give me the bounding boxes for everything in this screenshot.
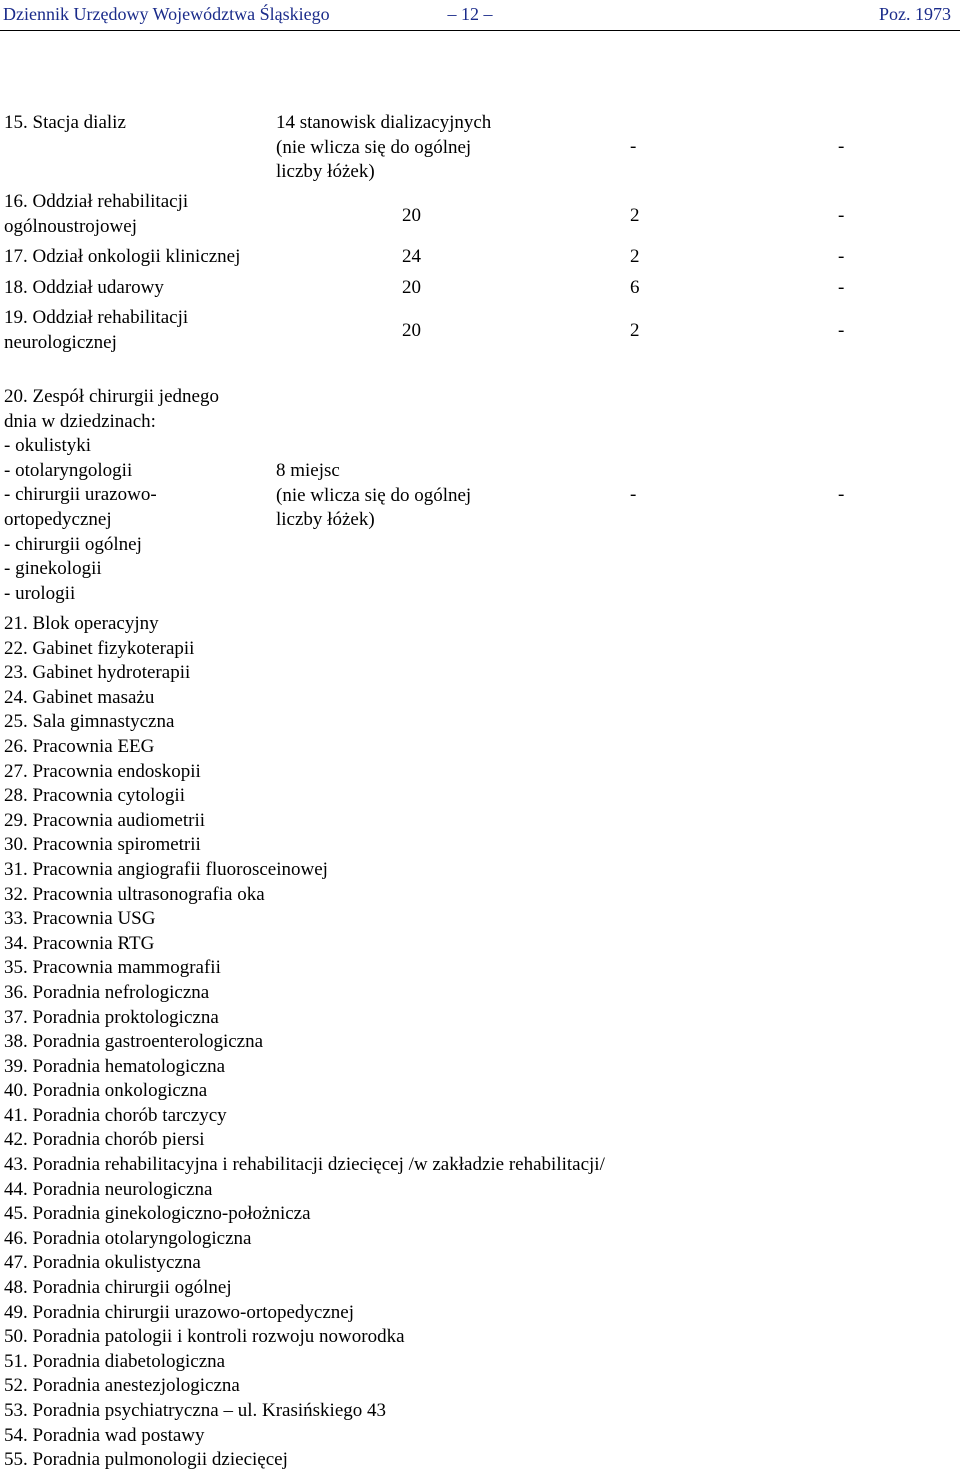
list-item: 32. Pracownia ultrasonografia oka	[4, 883, 265, 905]
row-name: 19. Oddział rehabilitacji neurologicznej	[4, 307, 189, 353]
list-item: 52. Poradnia anestezjologiczna	[4, 1375, 240, 1397]
list-item: 31. Pracownia angiografii fluorosceinowej	[4, 858, 328, 880]
list-item: 49. Poradnia chirurgii urazowo-ortopedycznej	[4, 1301, 354, 1323]
list-item: 34. Pracownia RTG	[4, 932, 155, 954]
list-item: 26. Pracownia EEG	[4, 735, 155, 757]
row-col3: 2	[630, 205, 640, 226]
list-item: 22. Gabinet fizykoterapii	[4, 637, 195, 659]
row-col3: 2	[630, 246, 640, 267]
list-item: 53. Poradnia psychiatryczna – ul. Krasińskiego 43	[4, 1400, 387, 1421]
list-item: 55. Poradnia pulmonologii dziecięcej	[4, 1449, 288, 1471]
list-item: 44. Poradnia neurologiczna	[4, 1178, 213, 1200]
list-item: 27. Pracownia endoskopii	[4, 760, 201, 782]
list-item: 25. Sala gimnastyczna	[4, 711, 175, 733]
list-item: 36. Poradnia nefrologiczna	[4, 981, 210, 1003]
row-name: 18. Oddział udarowy	[4, 277, 164, 298]
row-beds: 8 miejsc (nie wlicza się do ogólnej liczby łóżek)	[276, 460, 472, 531]
list-item: 30. Pracownia spirometrii	[4, 834, 201, 856]
row-col4: -	[838, 484, 845, 505]
page-header	[0, 0, 960, 31]
list-item: 28. Pracownia cytologii	[4, 785, 185, 807]
list-item: 45. Poradnia ginekologiczno-położnicza	[4, 1203, 311, 1225]
list-item: 41. Poradnia chorób tarczycy	[4, 1104, 227, 1126]
list-item: 33. Pracownia USG	[4, 908, 156, 930]
list-item: 54. Poradnia wad postawy	[4, 1424, 205, 1446]
list-item: 51. Poradnia diabetologiczna	[4, 1350, 226, 1372]
list-item: 23. Gabinet hydroterapii	[4, 662, 191, 684]
list-item: 39. Poradnia hematologiczna	[4, 1055, 226, 1077]
units-list	[4, 612, 605, 1473]
journal-title[interactable]: Dziennik Urzędowy Województwa Śląskiego	[3, 4, 330, 24]
list-item: 48. Poradnia chirurgii ogólnej	[4, 1277, 232, 1299]
list-item: 40. Poradnia onkologiczna	[4, 1080, 208, 1102]
row-beds: 20	[402, 320, 421, 341]
list-item: 21. Blok operacyjny	[4, 613, 159, 634]
row-col3: 6	[630, 277, 640, 298]
page-number: – 12 –	[447, 4, 493, 24]
row-col4: -	[838, 277, 845, 298]
row-col4: -	[838, 136, 845, 157]
list-item: 38. Poradnia gastroenterologiczna	[4, 1031, 264, 1053]
row-name: 16. Oddział rehabilitacji ogólnoustrojowej	[4, 191, 189, 237]
list-item: 47. Poradnia okulistyczna	[4, 1252, 201, 1274]
row-name: 17. Odział onkologii klinicznej	[4, 246, 241, 267]
row-beds: 20	[402, 205, 421, 226]
position-number[interactable]: Poz. 1973	[879, 4, 951, 24]
list-item: 35. Pracownia mammografii	[4, 957, 221, 979]
row-name: 15. Stacja dializ	[4, 112, 126, 133]
row-col3: -	[630, 484, 637, 505]
row-beds: 20	[402, 277, 421, 298]
list-item: 46. Poradnia otolaryngologiczna	[4, 1227, 252, 1249]
row-beds: 14 stanowisk dializacyjnych (nie wlicza się do ogólnej liczby łóżek)	[276, 112, 492, 183]
row-col3: 2	[630, 320, 640, 341]
list-item: 42. Poradnia chorób piersi	[4, 1129, 205, 1151]
list-item: 37. Poradnia proktologiczna	[4, 1006, 219, 1028]
row-name: 20. Zespół chirurgii jednego dnia w dziedzinach: - okulistyki - otolaryngologii - chirurgii urazowo- ortopedycznej - chirurgii ogólnej - ginekologii - urologii	[4, 386, 219, 604]
list-item: 43. Poradnia rehabilitacyjna i rehabilitacji dziecięcej /w zakładzie rehabilitacji/	[4, 1154, 605, 1176]
row-beds: 24	[402, 246, 421, 267]
row-col4: -	[838, 205, 845, 226]
row-col4: -	[838, 246, 845, 267]
row-col4: -	[838, 320, 845, 341]
row-col3: -	[630, 136, 637, 157]
list-item: 24. Gabinet masażu	[4, 686, 155, 708]
list-item: 29. Pracownia audiometrii	[4, 809, 206, 831]
list-item: 50. Poradnia patologii i kontroli rozwoju noworodka	[4, 1326, 405, 1348]
